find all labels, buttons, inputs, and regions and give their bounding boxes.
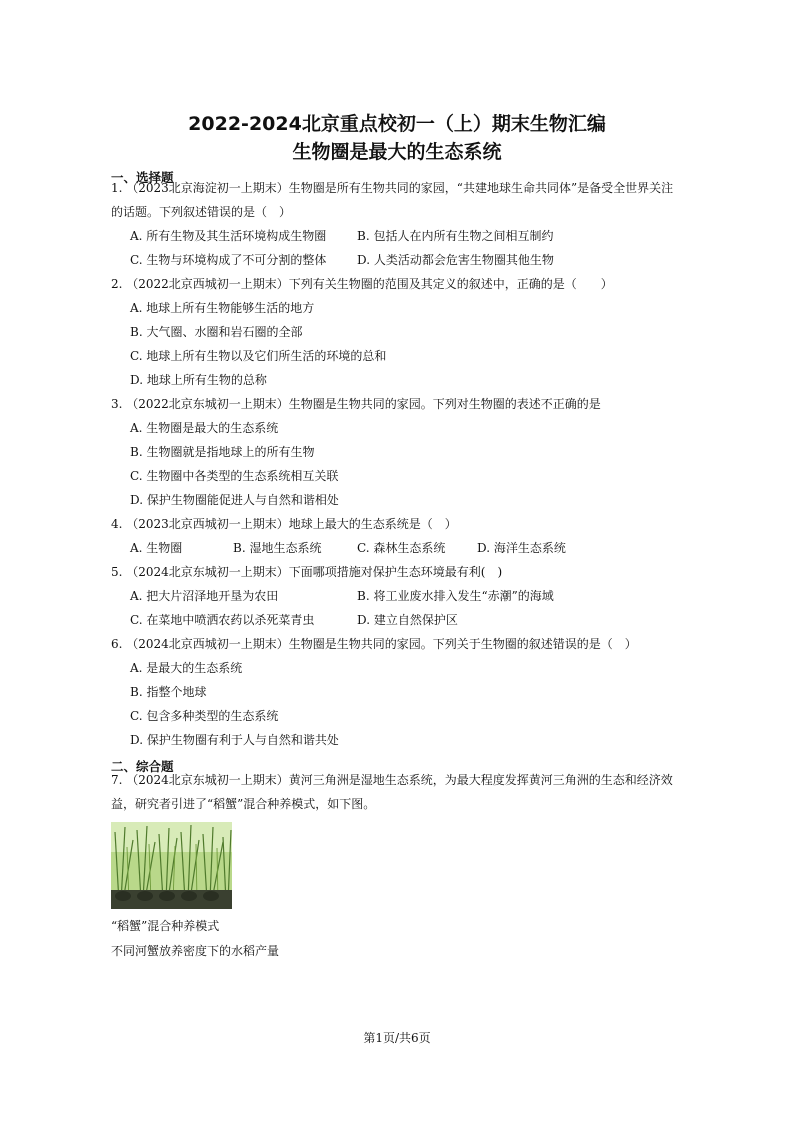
question-6-option-c: C. 包含多种类型的生态系统	[130, 709, 279, 723]
question-2-option-c: C. 地球上所有生物以及它们所生活的环境的总和	[130, 349, 387, 363]
question-3-option-c: C. 生物圈中各类型的生态系统相互关联	[130, 469, 339, 483]
question-1-option-d: D. 人类活动都会危害生物圈其他生物	[357, 253, 554, 267]
photo-caption: “稻蟹”混合种养模式	[111, 919, 220, 933]
question-6-stem: 6. （2024北京西城初一上期末）生物圈是生物共同的家园。下列关于生物圈的叙述错误的是（ ）	[111, 637, 637, 651]
question-2-option-b: B. 大气圈、水圈和岩石圈的全部	[130, 325, 303, 339]
question-5-option-b: B. 将工业废水排入发生“赤潮”的海域	[357, 589, 554, 603]
question-6-option-b: B. 指整个地球	[130, 685, 207, 699]
question-4-option-b: B. 湿地生态系统	[233, 541, 322, 555]
question-2-option-d: D. 地球上所有生物的总称	[130, 373, 267, 387]
question-3-option-a: A. 生物圈是最大的生态系统	[130, 421, 279, 435]
rice-crab-photo	[111, 822, 232, 909]
question-7-stem: 7. （2024北京东城初一上期末）黄河三角洲是湿地生态系统，为最大程度发挥黄河三角洲的生态和经济效	[111, 773, 673, 787]
question-1-stem-cont: 的话题。下列叙述错误的是（ ）	[111, 205, 292, 219]
question-7-stem-cont: 益，研究者引进了“稻蟹”混合种养模式，如下图。	[111, 797, 376, 811]
table-caption: 不同河蟹放养密度下的水稻产量	[111, 944, 280, 958]
question-1-option-b: B. 包括人在内所有生物之间相互制约	[357, 229, 554, 243]
question-2-stem: 2. （2022北京西城初一上期末）下列有关生物圈的范围及其定义的叙述中，正确的是（ ）	[111, 277, 613, 291]
question-5-stem: 5. （2024北京东城初一上期末）下面哪项措施对保护生态环境最有利( )	[111, 565, 503, 579]
question-4-option-d: D. 海洋生态系统	[477, 541, 566, 555]
page-footer: 第1页/共6页	[363, 1031, 431, 1045]
question-5-option-a: A. 把大片沼泽地开垦为农田	[130, 589, 279, 603]
question-4-option-c: C. 森林生态系统	[357, 541, 446, 555]
question-3-option-d: D. 保护生物圈能促进人与自然和谐相处	[130, 493, 339, 507]
question-5-option-c: C. 在菜地中喷洒农药以杀死菜青虫	[130, 613, 315, 627]
question-1-stem: 1. （2023北京海淀初一上期末）生物圈是所有生物共同的家园，“共建地球生命共同体”是备受全世界关注	[111, 181, 674, 195]
question-3-option-b: B. 生物圈就是指地球上的所有生物	[130, 445, 315, 459]
question-1-option-c: C. 生物与环境构成了不可分割的整体	[130, 253, 327, 267]
question-1-option-a: A. 所有生物及其生活环境构成生物圈	[130, 229, 327, 243]
question-2-option-a: A. 地球上所有生物能够生活的地方	[130, 301, 315, 315]
question-4-stem: 4. （2023北京西城初一上期末）地球上最大的生态系统是（ ）	[111, 517, 457, 531]
question-5-option-d: D. 建立自然保护区	[357, 613, 458, 627]
question-3-stem: 3. （2022北京东城初一上期末）生物圈是生物共同的家园。下列对生物圈的表述不正确的是	[111, 397, 601, 411]
document-title: 2022-2024北京重点校初一（上）期末生物汇编	[188, 113, 606, 135]
question-6-option-a: A. 是最大的生态系统	[130, 661, 243, 675]
section-choice: 一、选择题	[111, 170, 174, 185]
section-comprehensive: 二、综合题	[111, 759, 174, 774]
document-subtitle: 生物圈是最大的生态系统	[292, 141, 502, 163]
question-4-option-a: A. 生物圈	[130, 541, 183, 555]
question-6-option-d: D. 保护生物圈有利于人与自然和谐共处	[130, 733, 339, 747]
